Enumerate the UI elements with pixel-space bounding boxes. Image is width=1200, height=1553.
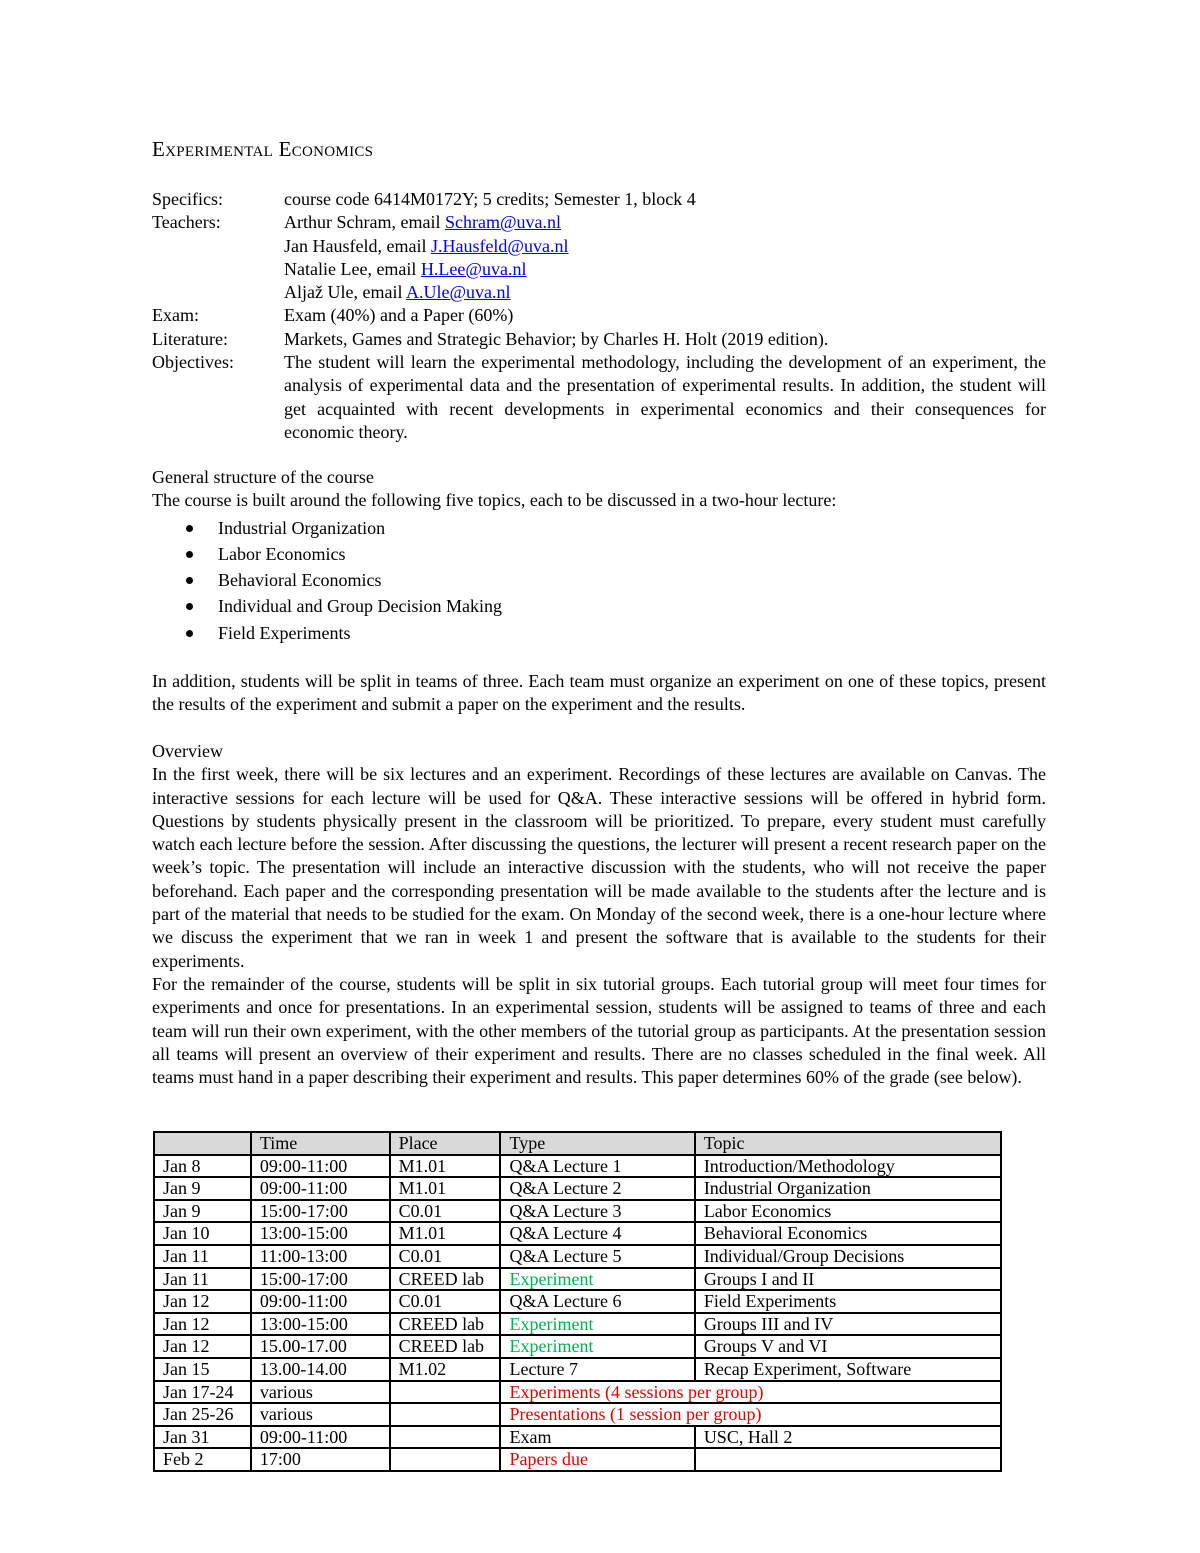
objectives-label: Objectives: bbox=[152, 352, 234, 373]
type-cell: Papers due bbox=[500, 1448, 694, 1471]
topic-cell bbox=[695, 1448, 1001, 1471]
place-cell bbox=[390, 1403, 501, 1426]
time-cell: 09:00-11:00 bbox=[251, 1177, 390, 1200]
place-cell: C0.01 bbox=[390, 1200, 501, 1223]
table-row bbox=[154, 1313, 1001, 1336]
general-intro: The course is built around the following five topics, each to be discussed in a two-hour lecture: bbox=[152, 490, 837, 511]
table-row bbox=[154, 1358, 1001, 1381]
place-cell bbox=[390, 1426, 501, 1449]
time-cell: 15:00-17:00 bbox=[251, 1200, 390, 1223]
topic-cell: Behavioral Economics bbox=[695, 1222, 1001, 1245]
table-row bbox=[154, 1448, 1001, 1471]
topic-item: Field Experiments bbox=[218, 620, 1046, 646]
time-cell: 15.00-17.00 bbox=[251, 1335, 390, 1358]
overview-paragraph-1: In the first week, there will be six lectures and an experiment. Recordings of these lectures are available on Canvas. The interactive sessions for each lecture will be used for Q&A. These interactive sessions will be offered in hybrid form. Questions by students physically present in the classroom will be prioritized. To prepare, every student must carefully watch each lecture before the session. After discussing the questions, the lecturer will present a recent research paper on the week’s topic. The presentation will include an interactive discussion with the students, who will not receive the paper beforehand. Each paper and the corresponding presentation will be made available to the students after the lecture and is part of the material that needs to be studied for the exam. On Monday of the second week, there is a one-hour lecture where we discuss the experiment that we ran in week 1 and present the software that is available to the students for their experiments. bbox=[152, 764, 1046, 971]
table-row bbox=[154, 1245, 1001, 1268]
table-row bbox=[154, 1426, 1001, 1449]
type-cell: Lecture 7 bbox=[500, 1358, 694, 1381]
overview-section bbox=[152, 740, 1046, 1089]
date-cell: Jan 11 bbox=[154, 1268, 251, 1291]
column-header: Time bbox=[251, 1132, 390, 1155]
type-cell: Q&A Lecture 6 bbox=[500, 1290, 694, 1313]
date-cell: Jan 8 bbox=[154, 1155, 251, 1178]
topic-cell: Individual/Group Decisions bbox=[695, 1245, 1001, 1268]
column-header bbox=[154, 1132, 251, 1155]
type-cell: Experiments (4 sessions per group) bbox=[500, 1381, 1001, 1404]
teacher-entry bbox=[284, 211, 1046, 234]
date-cell: Jan 9 bbox=[154, 1200, 251, 1223]
literature-value: Markets, Games and Strategic Behavior; by Charles H. Holt (2019 edition). bbox=[284, 328, 829, 349]
table-row bbox=[154, 1200, 1001, 1223]
schedule-table bbox=[153, 1131, 1002, 1472]
table-row bbox=[154, 1222, 1001, 1245]
teacher-name: Aljaž Ule, email bbox=[284, 282, 406, 303]
teacher-name: Natalie Lee, email bbox=[284, 258, 421, 279]
type-cell: Q&A Lecture 2 bbox=[500, 1177, 694, 1200]
date-cell: Jan 10 bbox=[154, 1222, 251, 1245]
topic-cell: Industrial Organization bbox=[695, 1177, 1001, 1200]
table-row bbox=[154, 1403, 1001, 1426]
date-cell: Feb 2 bbox=[154, 1448, 251, 1471]
date-cell: Jan 11 bbox=[154, 1245, 251, 1268]
date-cell: Jan 25-26 bbox=[154, 1403, 251, 1426]
type-cell: Q&A Lecture 5 bbox=[500, 1245, 694, 1268]
type-cell: Experiment bbox=[500, 1313, 694, 1336]
table-row bbox=[154, 1177, 1001, 1200]
topic-cell: Field Experiments bbox=[695, 1290, 1001, 1313]
place-cell: CREED lab bbox=[390, 1268, 501, 1291]
table-row bbox=[154, 1335, 1001, 1358]
course-specifics bbox=[152, 188, 1046, 444]
overview-paragraph-2: For the remainder of the course, students will be split in six tutorial groups. Each tutorial group will meet four times for experiments and once for presentations. In an experimental session, students will be assigned to teams of three and each team will run their own experiment, with the other members of the tutorial group as participants. At the presentation session all teams will present an overview of their experiment and results. There are no classes scheduled in the final week. All teams must hand in a paper describing their experiment and results. This paper determines 60% of the grade (see below). bbox=[152, 973, 1046, 1088]
type-cell: Q&A Lecture 1 bbox=[500, 1155, 694, 1178]
place-cell: M1.01 bbox=[390, 1177, 501, 1200]
column-header: Topic bbox=[695, 1132, 1001, 1155]
teachers-label: Teachers: bbox=[152, 212, 221, 233]
type-cell: Q&A Lecture 3 bbox=[500, 1200, 694, 1223]
general-structure bbox=[152, 466, 1046, 646]
place-cell bbox=[390, 1381, 501, 1404]
table-row bbox=[154, 1290, 1001, 1313]
teacher-name: Jan Hausfeld, email bbox=[284, 235, 431, 256]
date-cell: Jan 31 bbox=[154, 1426, 251, 1449]
time-cell: 09:00-11:00 bbox=[251, 1426, 390, 1449]
teacher-entry bbox=[284, 281, 1046, 304]
topic-cell: Groups III and IV bbox=[695, 1313, 1001, 1336]
date-cell: Jan 12 bbox=[154, 1335, 251, 1358]
place-cell: M1.01 bbox=[390, 1222, 501, 1245]
teacher-entry bbox=[284, 235, 1046, 258]
topic-cell: USC, Hall 2 bbox=[695, 1426, 1001, 1449]
time-cell: various bbox=[251, 1403, 390, 1426]
topic-item: Industrial Organization bbox=[218, 515, 1046, 541]
place-cell: C0.01 bbox=[390, 1245, 501, 1268]
type-cell: Experiment bbox=[500, 1335, 694, 1358]
document-title: Experimental Economics bbox=[152, 137, 374, 161]
teacher-entry bbox=[284, 258, 1046, 281]
type-cell: Experiment bbox=[500, 1268, 694, 1291]
topic-item: Behavioral Economics bbox=[218, 567, 1046, 593]
teacher-name: Arthur Schram, email bbox=[284, 212, 445, 233]
topic-cell: Introduction/Methodology bbox=[695, 1155, 1001, 1178]
topic-cell: Groups I and II bbox=[695, 1268, 1001, 1291]
table-row bbox=[154, 1381, 1001, 1404]
teacher-email-link[interactable]: Schram@uva.nl bbox=[444, 212, 562, 233]
teacher-email-link[interactable]: A.Ule@uva.nl bbox=[405, 282, 511, 303]
date-cell: Jan 9 bbox=[154, 1177, 251, 1200]
time-cell: 09:00-11:00 bbox=[251, 1290, 390, 1313]
place-cell: M1.02 bbox=[390, 1358, 501, 1381]
place-cell bbox=[390, 1448, 501, 1471]
place-cell: C0.01 bbox=[390, 1290, 501, 1313]
time-cell: 11:00-13:00 bbox=[251, 1245, 390, 1268]
topic-item: Individual and Group Decision Making bbox=[218, 593, 1046, 619]
topic-item: Labor Economics bbox=[218, 541, 1046, 567]
type-cell: Exam bbox=[500, 1426, 694, 1449]
time-cell: 15:00-17:00 bbox=[251, 1268, 390, 1291]
topics-list bbox=[152, 515, 1046, 646]
time-cell: 13:00-15:00 bbox=[251, 1222, 390, 1245]
topic-cell: Groups V and VI bbox=[695, 1335, 1001, 1358]
objectives-value: The student will learn the experimental methodology, including the development of an experiment, the analysis of experimental data and the presentation of experimental results. In addition, the student will get acquainted with recent developments in experimental economics and their consequences for economic theory. bbox=[284, 352, 1046, 442]
column-header: Place bbox=[390, 1132, 501, 1155]
table-row bbox=[154, 1155, 1001, 1178]
teacher-email-link[interactable]: J.Hausfeld@uva.nl bbox=[430, 235, 569, 256]
addition-paragraph: In addition, students will be split in teams of three. Each team must organize an experiment on one of these topics, present the results of the experiment and submit a paper on the experiment and the results. bbox=[152, 671, 1046, 715]
type-cell: Presentations (1 session per group) bbox=[500, 1403, 1001, 1426]
exam-label: Exam: bbox=[152, 305, 199, 326]
specifics-label: Specifics: bbox=[152, 189, 223, 209]
time-cell: various bbox=[251, 1381, 390, 1404]
time-cell: 13:00-15:00 bbox=[251, 1313, 390, 1336]
date-cell: Jan 12 bbox=[154, 1313, 251, 1336]
date-cell: Jan 12 bbox=[154, 1290, 251, 1313]
topic-cell: Labor Economics bbox=[695, 1200, 1001, 1223]
date-cell: Jan 15 bbox=[154, 1358, 251, 1381]
place-cell: CREED lab bbox=[390, 1313, 501, 1336]
specifics-value: course code 6414M0172Y; 5 credits; Semester 1, block 4 bbox=[284, 189, 696, 209]
table-header-row bbox=[154, 1132, 1001, 1155]
general-heading: General structure of the course bbox=[152, 467, 374, 487]
type-cell: Q&A Lecture 4 bbox=[500, 1222, 694, 1245]
date-cell: Jan 17-24 bbox=[154, 1381, 251, 1404]
place-cell: CREED lab bbox=[390, 1335, 501, 1358]
topic-cell: Recap Experiment, Software bbox=[695, 1358, 1001, 1381]
place-cell: M1.01 bbox=[390, 1155, 501, 1178]
teacher-email-link[interactable]: H.Lee@uva.nl bbox=[420, 258, 527, 279]
column-header: Type bbox=[500, 1132, 694, 1155]
exam-value: Exam (40%) and a Paper (60%) bbox=[284, 305, 514, 326]
overview-heading: Overview bbox=[152, 741, 223, 761]
time-cell: 17:00 bbox=[251, 1448, 390, 1471]
literature-label: Literature: bbox=[152, 328, 228, 349]
time-cell: 09:00-11:00 bbox=[251, 1155, 390, 1178]
teachers-list bbox=[284, 211, 1046, 304]
table-row bbox=[154, 1268, 1001, 1291]
time-cell: 13.00-14.00 bbox=[251, 1358, 390, 1381]
